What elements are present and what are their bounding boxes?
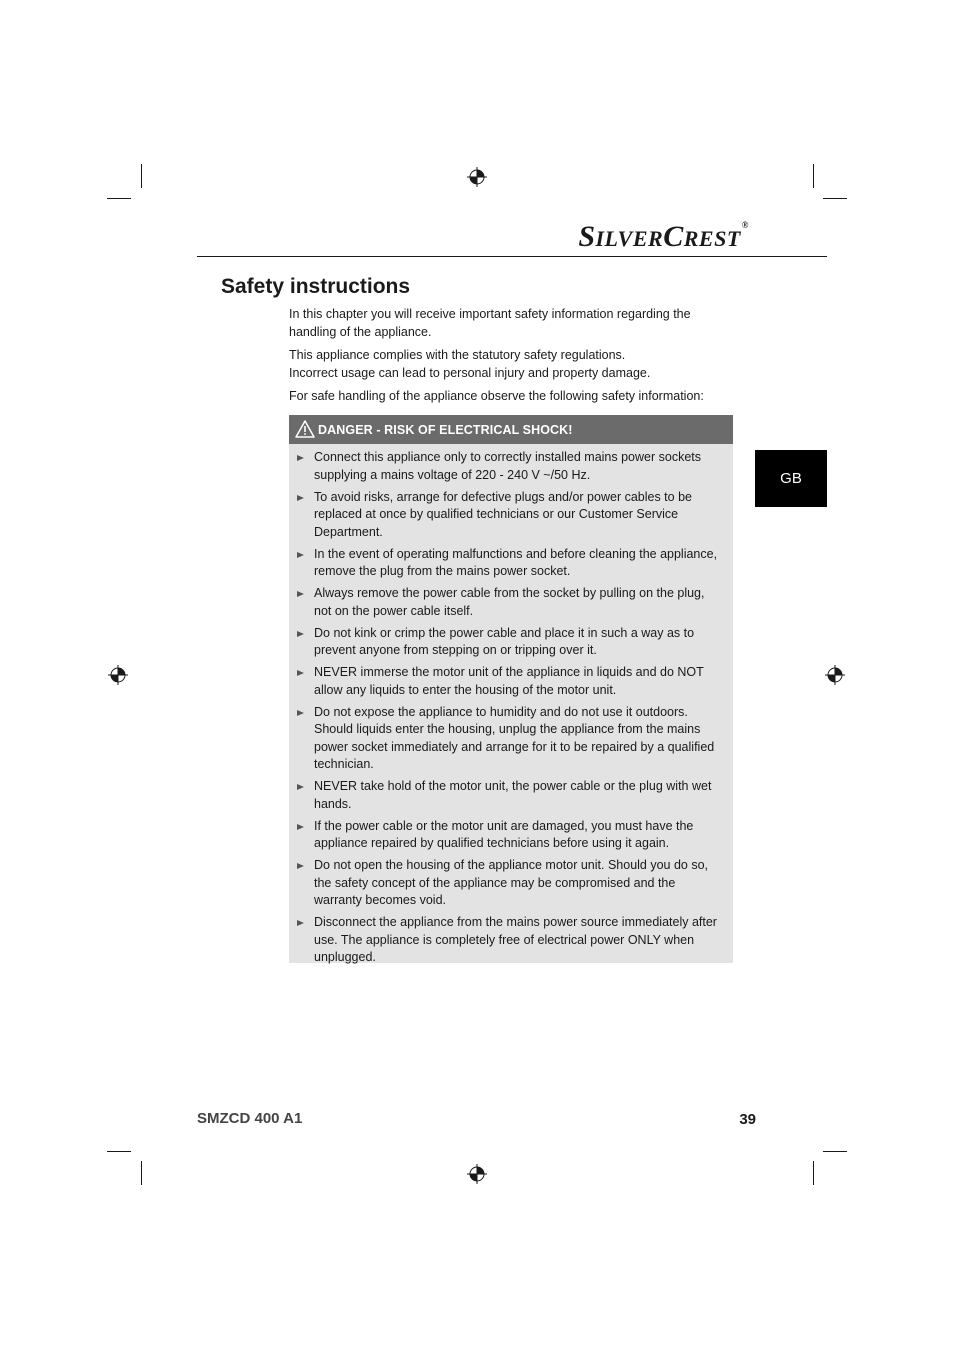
bullet-arrow-icon — [297, 495, 304, 501]
bullet-arrow-icon — [297, 631, 304, 637]
intro-paragraph: In this chapter you will receive important safety information regarding the handling of the appliance. — [289, 307, 691, 339]
page-title: Safety instructions — [221, 275, 411, 298]
list-item: Do not kink or crimp the power cable and place it in such a way as to prevent anyone from stepping on or tripping over it. — [289, 625, 721, 660]
warning-triangle-icon — [295, 420, 315, 438]
list-item: To avoid risks, arrange for defective plugs and/or power cables to be replaced at once by qualified technicians or our Customer Service Department. — [289, 489, 721, 542]
bullet-arrow-icon — [297, 920, 304, 926]
danger-warning-box — [289, 415, 733, 963]
warning-heading — [289, 415, 733, 444]
intro-text — [289, 306, 734, 412]
bullet-arrow-icon — [297, 824, 304, 830]
list-item: In the event of operating malfunctions and before cleaning the appliance, remove the plug from the mains power socket. — [289, 546, 721, 581]
bullet-arrow-icon — [297, 455, 304, 461]
list-item: If the power cable or the motor unit are damaged, you must have the appliance repaired by qualified technicians before using it again. — [289, 818, 721, 853]
crop-mark — [823, 1151, 847, 1152]
bullet-arrow-icon — [297, 670, 304, 676]
crop-mark — [813, 164, 814, 188]
registration-mark-icon — [467, 1164, 487, 1184]
brand-logo: SILVERCREST® — [578, 220, 749, 253]
header-divider — [197, 256, 827, 257]
bullet-arrow-icon — [297, 710, 304, 716]
bullet-arrow-icon — [297, 552, 304, 558]
crop-mark — [823, 198, 847, 199]
warning-heading-text: DANGER - RISK OF ELECTRICAL SHOCK! — [318, 422, 573, 437]
list-item: NEVER take hold of the motor unit, the power cable or the plug with wet hands. — [289, 778, 721, 813]
bullet-arrow-icon — [297, 591, 304, 597]
list-item: NEVER immerse the motor unit of the appliance in liquids and do NOT allow any liquids to enter the housing of the motor unit. — [289, 664, 721, 699]
crop-mark — [107, 1151, 131, 1152]
registration-mark-icon — [467, 167, 487, 187]
intro-paragraph: This appliance complies with the statutory safety regulations. Incorrect usage can lead to personal injury and property damage. — [289, 348, 651, 380]
registration-mark-icon — [825, 665, 845, 685]
language-tab: GB — [755, 450, 827, 507]
list-item: Do not expose the appliance to humidity and do not use it outdoors. Should liquids enter the housing, unplug the appliance from the mains power socket immediately and arrange for it to be repaired by a qualified technician. — [289, 704, 721, 774]
registration-mark-icon — [108, 665, 128, 685]
list-item: Disconnect the appliance from the mains power source immediately after use. The appliance is completely free of electrical power ONLY when unplugged. — [289, 914, 721, 967]
model-number: SMZCD 400 A1 — [197, 1110, 303, 1127]
list-item: Do not open the housing of the appliance motor unit. Should you do so, the safety concept of the appliance may be compromised and the warranty becomes void. — [289, 857, 721, 910]
safety-list — [289, 444, 733, 967]
crop-mark — [141, 164, 142, 188]
page-number: 39 — [739, 1111, 756, 1128]
crop-mark — [813, 1161, 814, 1185]
crop-mark — [141, 1161, 142, 1185]
list-item: Always remove the power cable from the socket by pulling on the plug, not on the power cable itself. — [289, 585, 721, 620]
intro-paragraph: For safe handling of the appliance observe the following safety information: — [289, 389, 704, 403]
bullet-arrow-icon — [297, 863, 304, 869]
crop-mark — [107, 198, 131, 199]
bullet-arrow-icon — [297, 784, 304, 790]
list-item: Connect this appliance only to correctly installed mains power sockets supplying a mains voltage of 220 - 240 V ~/50 Hz. — [289, 449, 721, 484]
